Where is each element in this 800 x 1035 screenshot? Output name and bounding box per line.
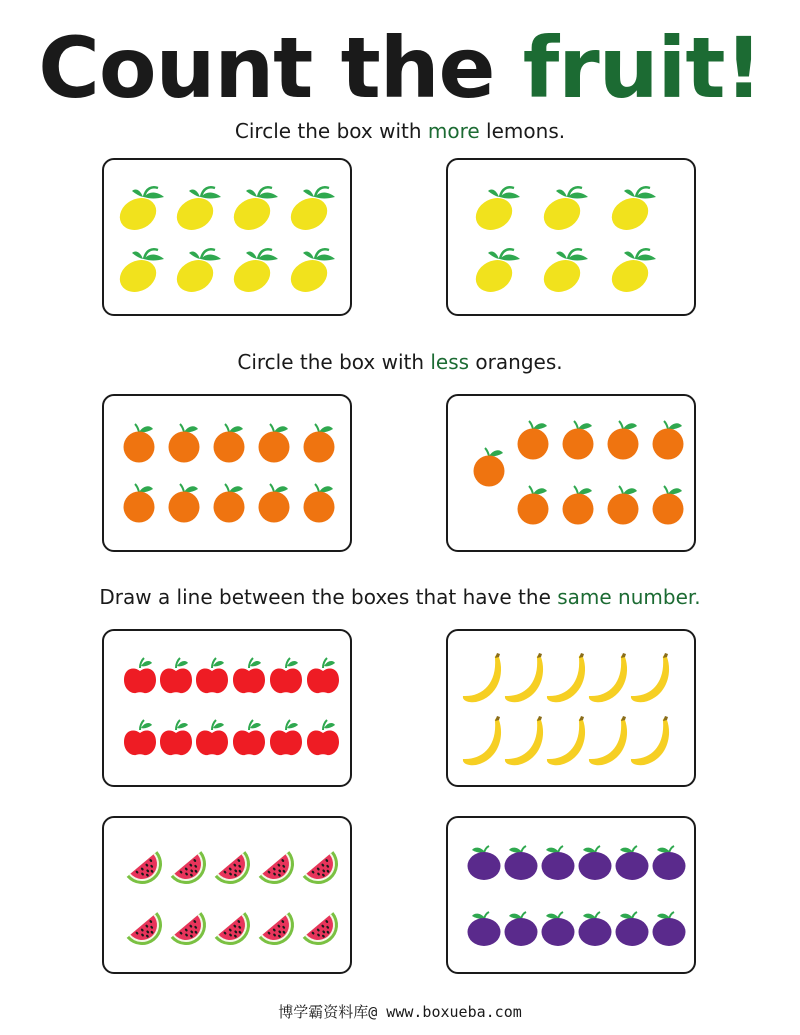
plum-icon [542,912,575,946]
banana-icon [631,653,669,702]
orange-icon [608,421,639,460]
lemon-icon [538,187,588,236]
orange-icon [304,484,335,523]
instruction-keyword: less [430,350,470,374]
orange-icon [518,421,549,460]
plum-icon [653,912,686,946]
instruction-keyword: same number. [557,585,701,609]
watermelon-icon [259,912,302,953]
apple-icon [233,720,265,755]
watermelon-icon [259,851,302,892]
plum-icon [616,846,649,880]
orange-icon [304,424,335,463]
orange-icon [259,484,290,523]
apple-icon [160,658,192,693]
lemon-icon [114,187,164,236]
plum-icon [468,846,501,880]
apple-icon [196,658,228,693]
plum-icon [542,846,575,880]
instruction-text: Draw a line between the boxes that have the [99,585,558,609]
orange-icon [653,486,684,525]
apple-icon [270,720,302,755]
watermelon-icon [215,912,258,953]
orange-icon [518,486,549,525]
apple-icon [270,658,302,693]
apple-icon [307,720,339,755]
apple-box[interactable] [102,629,352,787]
banana-icon [463,653,501,702]
orange-icon [214,424,245,463]
lemon-icon [538,249,588,298]
instruction-keyword: more [427,119,480,143]
banana-icon [505,716,543,765]
orange-icon [259,424,290,463]
title-main: Count the [38,19,523,117]
watermelon-icon [303,851,346,892]
apple-icon [160,720,192,755]
lemon-box-right[interactable] [446,158,696,316]
instruction-match [0,584,800,610]
instruction-oranges [0,349,800,375]
orange-icon [563,421,594,460]
lemon-icon [228,187,278,236]
instruction-text: oranges. [469,350,563,374]
banana-icon [589,653,627,702]
footer-watermark: 博学霸资料库@ www.boxueba.com [278,1003,522,1021]
apple-icon [233,658,265,693]
lemon-icon [285,249,335,298]
plum-icon [468,912,501,946]
lemon-box-left[interactable] [102,158,352,316]
apple-icon [196,720,228,755]
plum-icon [653,846,686,880]
lemon-icon [606,187,656,236]
lemon-icon [606,249,656,298]
banana-box[interactable] [446,629,696,787]
orange-icon [474,448,505,487]
lemon-icon [171,249,221,298]
instruction-text: lemons. [479,119,566,143]
banana-icon [547,653,585,702]
orange-icon [169,484,200,523]
apple-icon [307,658,339,693]
apple-icon [124,658,156,693]
title-accent: fruit! [522,19,762,117]
banana-icon [589,716,627,765]
orange-icon [169,424,200,463]
plum-icon [505,846,538,880]
orange-icon [608,486,639,525]
lemon-icon [470,249,520,298]
plum-box[interactable] [446,816,696,974]
watermelon-icon [303,912,346,953]
lemon-icon [470,187,520,236]
orange-icon [653,421,684,460]
orange-icon [124,424,155,463]
orange-icon [563,486,594,525]
lemon-icon [228,249,278,298]
orange-box-left[interactable] [102,394,352,552]
instruction-lemons [0,118,800,144]
plum-icon [579,912,612,946]
instruction-text: Circle the box with [237,350,431,374]
banana-icon [463,716,501,765]
watermelon-icon [127,851,170,892]
watermelon-box[interactable] [102,816,352,974]
banana-icon [631,716,669,765]
watermelon-icon [171,851,214,892]
lemon-icon [285,187,335,236]
orange-box-right[interactable] [446,394,696,552]
watermelon-icon [215,851,258,892]
banana-icon [547,716,585,765]
plum-icon [616,912,649,946]
banana-icon [505,653,543,702]
plum-icon [505,912,538,946]
instruction-text: Circle the box with [234,119,428,143]
orange-icon [214,484,245,523]
page-title [0,18,800,118]
plum-icon [579,846,612,880]
lemon-icon [114,249,164,298]
watermelon-icon [127,912,170,953]
apple-icon [124,720,156,755]
orange-icon [124,484,155,523]
lemon-icon [171,187,221,236]
watermelon-icon [171,912,214,953]
